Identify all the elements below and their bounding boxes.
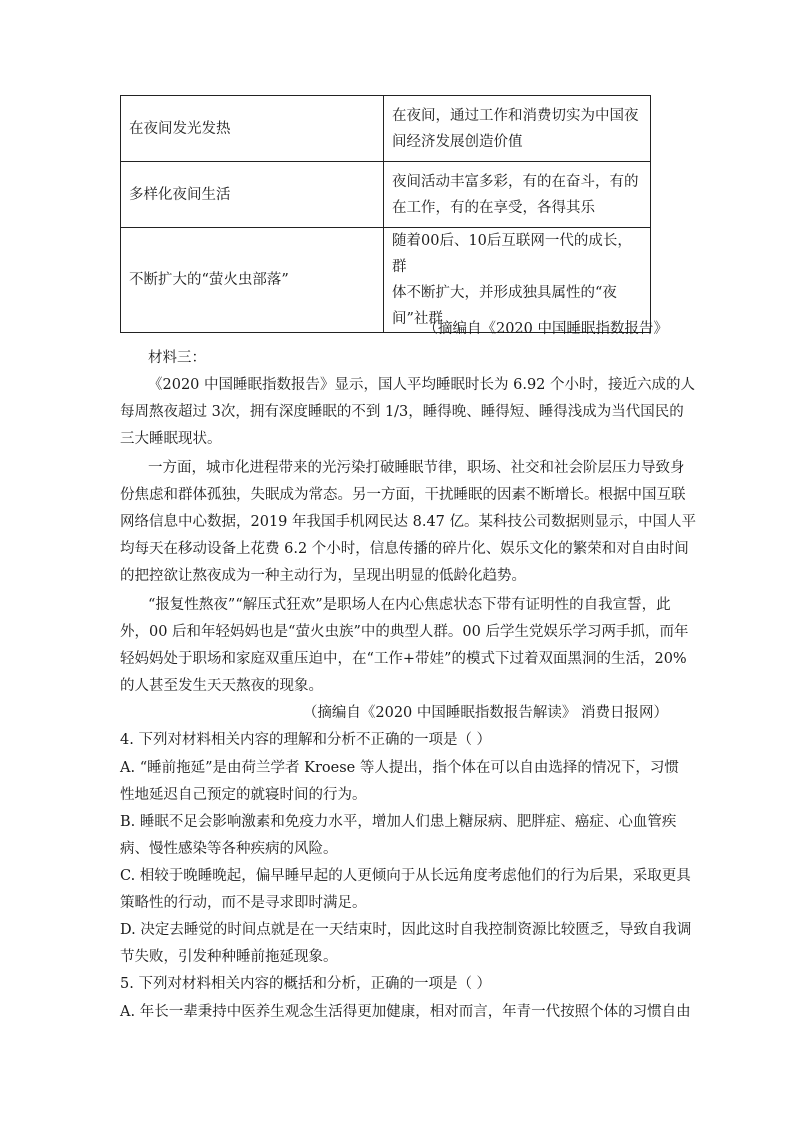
table-cell-desc [384, 162, 651, 228]
option-b-line: 病、慢性感染等各种疾病的风险。 [120, 841, 338, 857]
paragraph-line: 一方面，城市化进程带来的光污染打破睡眠节律，职场、社交和社会阶层压力导致身 [148, 460, 685, 476]
cell-line: 间”社群 [392, 311, 443, 327]
paragraph-line: 轻妈妈处于职场和家庭双重压迫中，在“工作+带娃”的模式下过着双面黑洞的生活，20% [120, 651, 687, 667]
section-heading: 材料三： [148, 350, 206, 366]
source-citation: （摘编自《2020 中国睡眠指数报告解读》 消费日报网） [302, 705, 668, 721]
question-stem: 4. 下列对材料相关内容的理解和分析不正确的一项是（ ） [120, 732, 492, 748]
option-b-line: B. 睡眠不足会影响激素和免疫力水平，增加人们患上糖尿病、肥胖症、癌症、心血管疾 [120, 814, 677, 830]
table-cell-label: 在夜间发光发热 [121, 96, 384, 162]
cell-line: 在夜间，通过工作和消费切实为中国夜 [392, 107, 639, 124]
table-row [121, 96, 651, 162]
table-cell-label: 不断扩大的“萤火虫部落” [121, 228, 384, 333]
option-a-line: 性地延迟自己预定的就寝时间的行为。 [120, 787, 367, 803]
option-d-line: D. 决定去睡觉的时间点就是在一天结束时，因此这时自我控制资源比较匮乏，导致自我调 [120, 922, 692, 938]
option-a-line: A. “睡前拖延”是由荷兰学者 Kroese 等人提出，指个体在可以自由选择的情况下，习惯 [120, 760, 679, 776]
paragraph-line: 的人甚至发生天天熬夜的现象。 [120, 678, 323, 694]
question-stem: 5. 下列对材料相关内容的概括和分析，正确的一项是（ ） [120, 976, 492, 992]
paragraph-line: 三大睡眠现状。 [120, 431, 222, 447]
table-cell-label: 多样化夜间生活 [121, 162, 384, 228]
table-cell-desc [384, 228, 651, 333]
source-citation: （摘编自《2020 中国睡眠指数报告》 [423, 321, 668, 337]
option-c-line: 策略性的行动，而不是寻求即时满足。 [120, 895, 367, 911]
paragraph-line: “报复性熬夜”“解压式狂欢”是职场人在内心焦虑状态下带有证明性的自我宣誓，此 [148, 597, 671, 613]
option-a-line: A. 年长一辈秉持中医养生观念生活得更加健康，相对而言，年青一代按照个体的习惯自由 [120, 1004, 691, 1020]
paragraph-line: 《2020 中国睡眠指数报告》显示，国人平均睡眠时长为 6.92 个小时，接近六成的人 [148, 377, 696, 393]
table-row [121, 228, 651, 333]
paragraph-line: 外，00 后和年轻妈妈也是“萤火虫族”中的典型人群。00 后学生党娱乐学习两手抓，而年 [120, 624, 689, 640]
paragraph-line: 的把控欲让熬夜成为一种主动行为，呈现出明显的低龄化趋势。 [120, 568, 526, 584]
cell-line: 体不断扩大，并形成独具属性的“夜 [392, 285, 617, 301]
cell-line: 在工作，有的在享受，各得其乐 [392, 199, 595, 216]
cell-line: 随着00后、10后互联网一代的成长，群 [392, 233, 632, 275]
option-c-line: C. 相较于晚睡晚起，偏早睡早起的人更倾向于从长远角度考虑他们的行为后果，采取更具 [120, 868, 691, 884]
table-row [121, 162, 651, 228]
option-d-line: 节失败，引发种种睡前拖延现象。 [120, 949, 338, 965]
table-cell-desc [384, 96, 651, 162]
paragraph-line: 份焦虑和群体孤独，失眠成为常态。另一方面，干扰睡眠的因素不断增长。根据中国互联 [120, 487, 686, 503]
paragraph-line: 每周熬夜超过 3次，拥有深度睡眠的不到 1/3，睡得晚、睡得短、睡得浅成为当代国民的 [120, 404, 684, 420]
paragraph-line: 网络信息中心数据，2019 年我国手机网民达 8.47 亿。某科技公司数据则显示，中国人平 [120, 514, 697, 530]
cell-line: 夜间活动丰富多彩，有的在奋斗，有的 [392, 173, 639, 190]
paragraph-line: 均每天在移动设备上花费 6.2 个小时，信息传播的碎片化、娱乐文化的繁荣和对自由时间 [120, 541, 689, 557]
info-table [120, 95, 651, 333]
cell-line: 间经济发展创造价值 [392, 133, 523, 150]
